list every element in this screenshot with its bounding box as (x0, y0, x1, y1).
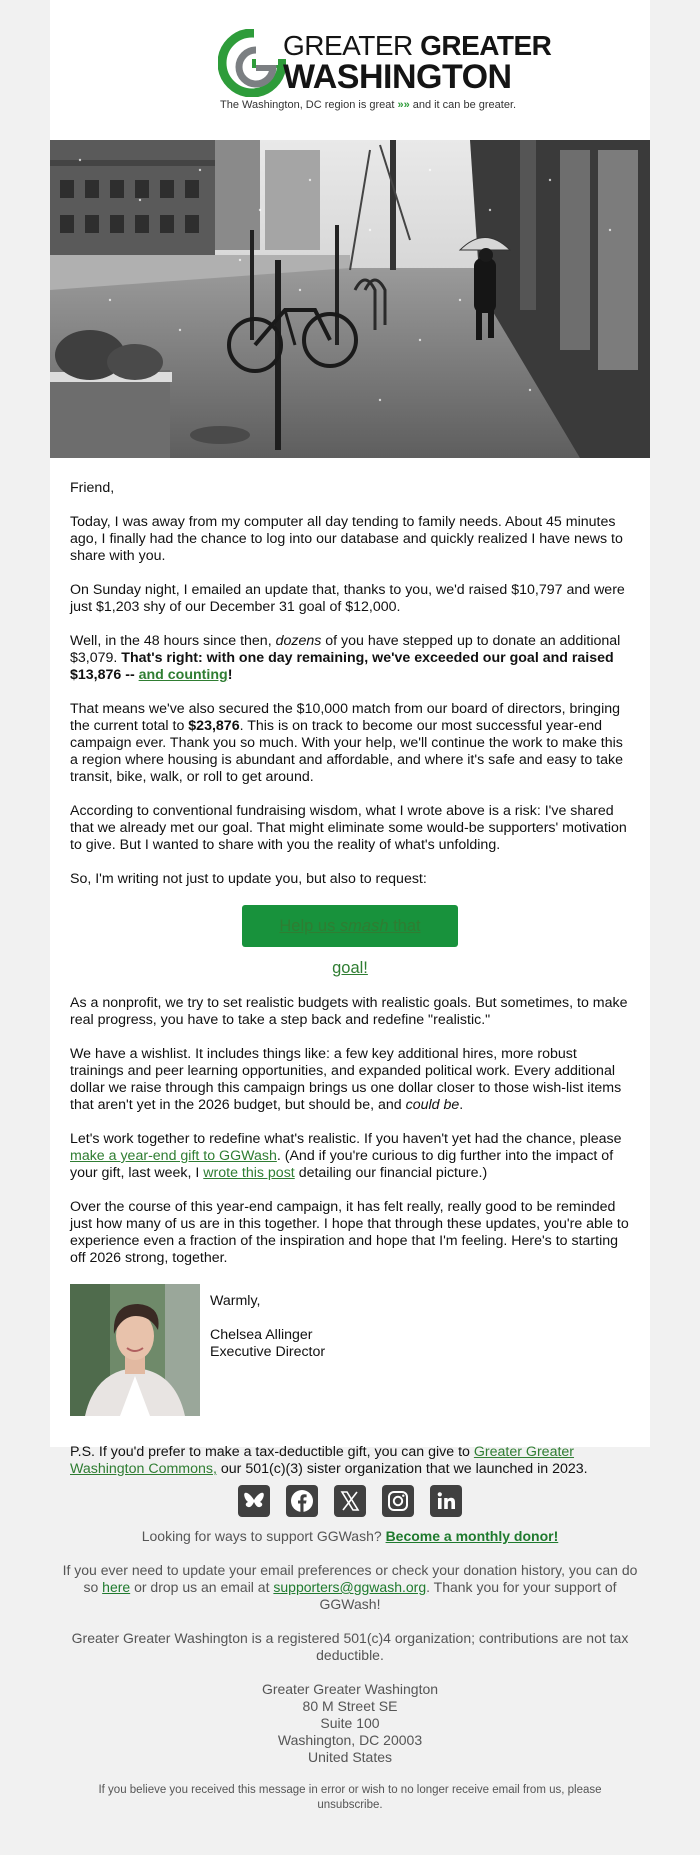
email-footer (0, 1485, 700, 1830)
paragraph-3: Well, in the 48 hours since then, dozens of you have stepped up to donate an additional $3,079. That's right: with one day remaining, we've exceeded our goal and raised $13,876 -- and counting! (70, 633, 621, 683)
signer-name: Chelsea Allinger (210, 1327, 313, 1343)
paragraph-2: On Sunday night, I emailed an update that, thanks to you, we'd raised $10,797 and were just $1,203 shy of our December 31 goal of $12,000. (70, 582, 625, 615)
double-chevron-icon: »» (397, 99, 410, 111)
signature-text (210, 1293, 325, 1361)
paragraph-1: Today, I was away from my computer all day tending to family needs. About 45 minutes ago, I finally had the chance to log into our database and quickly realized I have news to share with you. (70, 514, 623, 564)
ggw-commons-link[interactable]: Greater Greater Washington Commons, (70, 1444, 575, 1477)
logo-text-line1: GREATER GREATER (283, 30, 552, 61)
supporters-email-link[interactable]: supporters@ggwash.org (273, 1579, 427, 1595)
and-counting-link[interactable]: and counting (138, 667, 228, 683)
hero-image-snowy-street (50, 140, 650, 458)
monthly-donor-link[interactable]: Become a monthly donor! (385, 1528, 559, 1544)
logo-text-line2: WASHINGTON (283, 58, 512, 96)
signature-block (70, 1284, 630, 1416)
x-icon[interactable] (334, 1485, 366, 1517)
paragraph-7: As a nonprofit, we try to set realistic budgets with realistic goals. But sometimes, to make real progress, you have to take a step back and redefine "realistic." (70, 995, 628, 1028)
instagram-icon[interactable] (382, 1485, 414, 1517)
unsubscribe-note[interactable]: If you believe you received this message in error or wish to no longer receive email from us, please unsubscribe. (98, 1784, 602, 1811)
email-body (70, 480, 630, 1495)
paragraph-4: That means we've also secured the $10,000 match from our board of directors, bringing the current total to $23,876. This is on track to become our most successful year-end campaign ever. Thank you so much. With your help, we'll continue the work to make this a region where housing is abundant and affordable, and where it's safe and easy to take transit, bike, walk, or roll to get around. (70, 701, 623, 785)
closing: Warmly, (210, 1293, 261, 1309)
legal-note: Greater Greater Washington is a registered 501(c)4 organization; contributions are not tax deductible. (71, 1630, 629, 1663)
postscript: P.S. If you'd prefer to make a tax-deductible gift, you can give to Greater Greater Washington Commons, our 501(c)(3) sister organization that we launched in 2023. (70, 1444, 588, 1477)
logo-tagline: The Washington, DC region is great »» and it can be greater. (220, 99, 517, 111)
paragraph-8: We have a wishlist. It includes things like: a few key additional hires, more robust trainings and peer learning opportunities, and expanded political work. Every additional dollar we raise through this campaign brings us one dollar closer to those wish-list items that aren't yet in the 2026 budget, but should be, and could be. (70, 1046, 622, 1113)
year-end-gift-link[interactable]: make a year-end gift to GGWash (70, 1148, 277, 1164)
preferences-line: If you ever need to update your email preferences or check your donation history, you can do so here or drop us an email at supporters@ggwash.org. Thank you for your support of GGWash! (62, 1562, 638, 1612)
mailing-address: Greater Greater Washington 80 M Street SE Suite 100 Washington, DC 20003 United States (261, 1681, 439, 1765)
paragraph-5: According to conventional fundraising wisdom, what I wrote above is a risk: I've shared that we already met our goal. That might eliminate some would-be supporters' motivation to give. But I wanted to share with you the reality of what's unfolding. (70, 803, 627, 853)
gg-logo-icon (218, 29, 286, 97)
email-card (50, 0, 650, 1477)
paragraph-6: So, I'm writing not just to update you, but also to request: (70, 871, 427, 887)
signer-photo (70, 1284, 200, 1416)
wrote-this-post-link[interactable]: wrote this post (203, 1165, 295, 1181)
preferences-here-link[interactable]: here (102, 1579, 131, 1595)
facebook-icon[interactable] (286, 1485, 318, 1517)
paragraph-9: Let's work together to redefine what's realistic. If you haven't yet had the chance, please make a year-end gift to GGWash. (And if you're curious to dig further into the impact of your gift, last week, I wrote this post detailing our financial picture.) (70, 1131, 622, 1181)
paragraph-10: Over the course of this year-end campaign, it has felt really, really good to be reminded just how many of us are in this together. I hope that through these updates, you're able to experience even a fraction of the inspiration and hope that I'm feeling. Here's to starting off 2026 strong, together. (70, 1199, 629, 1266)
bluesky-icon[interactable] (238, 1485, 270, 1517)
ggwash-logo[interactable] (50, 25, 650, 115)
linkedin-icon[interactable] (430, 1485, 462, 1517)
greeting: Friend, (70, 480, 115, 496)
monthly-donor-line: Looking for ways to support GGWash? Become a monthly donor! (141, 1528, 559, 1544)
smash-goal-button[interactable]: Help us smash that goal! (242, 905, 458, 947)
signer-title: Executive Director (210, 1344, 326, 1360)
social-links (0, 1485, 700, 1519)
